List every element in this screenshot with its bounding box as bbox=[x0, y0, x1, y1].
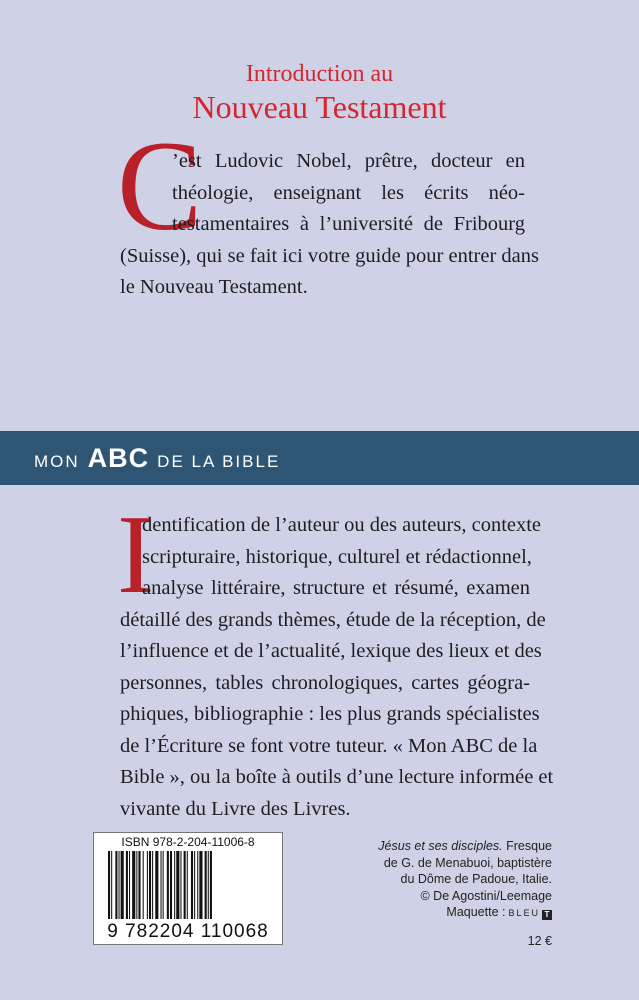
barcode-bar bbox=[115, 851, 117, 919]
barcode-bar bbox=[205, 851, 207, 919]
intro-line: ’est Ludovic Nobel, prêtre, docteur en bbox=[172, 150, 525, 172]
barcode-bar bbox=[138, 851, 140, 919]
maquette-line bbox=[312, 904, 552, 922]
barcode-bar bbox=[191, 851, 193, 919]
barcode-bar bbox=[161, 851, 162, 919]
barcode-bar bbox=[155, 851, 158, 919]
credit-line: de G. de Menabuoi, baptistère bbox=[383, 855, 552, 870]
price: 12 € bbox=[527, 934, 552, 948]
intro-paragraph bbox=[120, 146, 539, 304]
summary-line: analyse littéraire, structure et résumé, examen bbox=[142, 577, 530, 599]
barcode-bar bbox=[210, 851, 212, 919]
barcode-bar bbox=[194, 851, 195, 919]
credit-line: du Dôme de Padoue, Italie. bbox=[400, 872, 552, 886]
intro-line: (Suisse), qui se fait ici votre guide pour entrer dans bbox=[120, 244, 539, 267]
series-band bbox=[0, 431, 639, 485]
barcode-bar bbox=[143, 851, 144, 919]
summary-line: scripturaire, historique, culturel et rédactionnel, bbox=[142, 545, 532, 568]
summary-line: de l’Écriture se font votre tuteur. « Mon ABC de la bbox=[120, 734, 538, 757]
credit-line bbox=[312, 838, 552, 855]
series-name bbox=[34, 431, 280, 485]
barcode-bar bbox=[149, 851, 151, 919]
isbn-label: ISBN 978-2-204-11006-8 bbox=[121, 835, 255, 849]
barcode-bar bbox=[197, 851, 198, 919]
barcode-bar bbox=[170, 851, 172, 919]
intro-dropcap: C bbox=[117, 115, 203, 257]
barcode-bar bbox=[147, 851, 148, 919]
barcode-bar bbox=[129, 851, 130, 919]
barcode-bar bbox=[184, 851, 186, 919]
barcode-bar bbox=[111, 851, 112, 919]
summary-paragraph bbox=[120, 510, 554, 825]
intro-line: testamentaires à l’université de Fribourg bbox=[172, 213, 525, 235]
barcode-bar bbox=[176, 851, 179, 919]
barcode-bar bbox=[108, 851, 110, 919]
summary-line: détaillé des grands thèmes, étude de la réception, de bbox=[120, 608, 546, 631]
barcode-bar bbox=[180, 851, 181, 919]
series-prefix: MON bbox=[34, 452, 80, 471]
summary-line: dentification de l’auteur ou des auteurs, contexte bbox=[142, 514, 542, 536]
barcode-digits: 9 782204 110068 bbox=[107, 921, 269, 942]
summary-line: personnes, tables chronologiques, cartes géogra- bbox=[120, 671, 530, 694]
summary-line: phiques, bibliographie : les plus grands spécialistes bbox=[120, 703, 540, 725]
barcode-bar bbox=[187, 851, 188, 919]
summary-line: Bible », ou la boîte à outils d’une lecture informée et bbox=[120, 766, 554, 788]
barcode-bar bbox=[119, 851, 120, 919]
maquette-brand: BLEU bbox=[508, 908, 540, 918]
barcode-bar bbox=[163, 851, 164, 919]
maquette-label: Maquette : bbox=[446, 905, 506, 919]
barcode-bar bbox=[121, 851, 124, 919]
series-suffix: DE LA BIBLE bbox=[157, 452, 281, 471]
image-credits bbox=[312, 838, 552, 922]
credit-text: Fresque bbox=[502, 839, 552, 853]
barcode-bar bbox=[136, 851, 137, 919]
maquette-mark: T bbox=[542, 910, 552, 920]
isbn-barcode bbox=[93, 832, 283, 945]
barcode-bar bbox=[167, 851, 169, 919]
barcode-bar bbox=[152, 851, 153, 919]
credit-line: © De Agostini/Leemage bbox=[420, 888, 552, 903]
series-abc: ABC bbox=[87, 443, 150, 473]
barcode-bar bbox=[199, 851, 202, 919]
summary-dropcap: I bbox=[117, 493, 155, 617]
summary-line: l’influence et de l’actualité, lexique des lieux et des bbox=[120, 640, 542, 662]
barcode-bar bbox=[174, 851, 175, 919]
page-title-line2: Nouveau Testament bbox=[192, 89, 447, 125]
barcode-bar bbox=[208, 851, 209, 919]
summary-line: vivante du Livre des Livres. bbox=[120, 797, 351, 820]
barcode-bar bbox=[132, 851, 135, 919]
intro-line: le Nouveau Testament. bbox=[120, 276, 308, 298]
barcode-bar bbox=[126, 851, 128, 919]
page-title-line1: Introduction au bbox=[245, 61, 394, 87]
artwork-title: Jésus et ses disciples. bbox=[378, 839, 503, 853]
intro-line: théologie, enseignant les écrits néo- bbox=[172, 181, 525, 204]
